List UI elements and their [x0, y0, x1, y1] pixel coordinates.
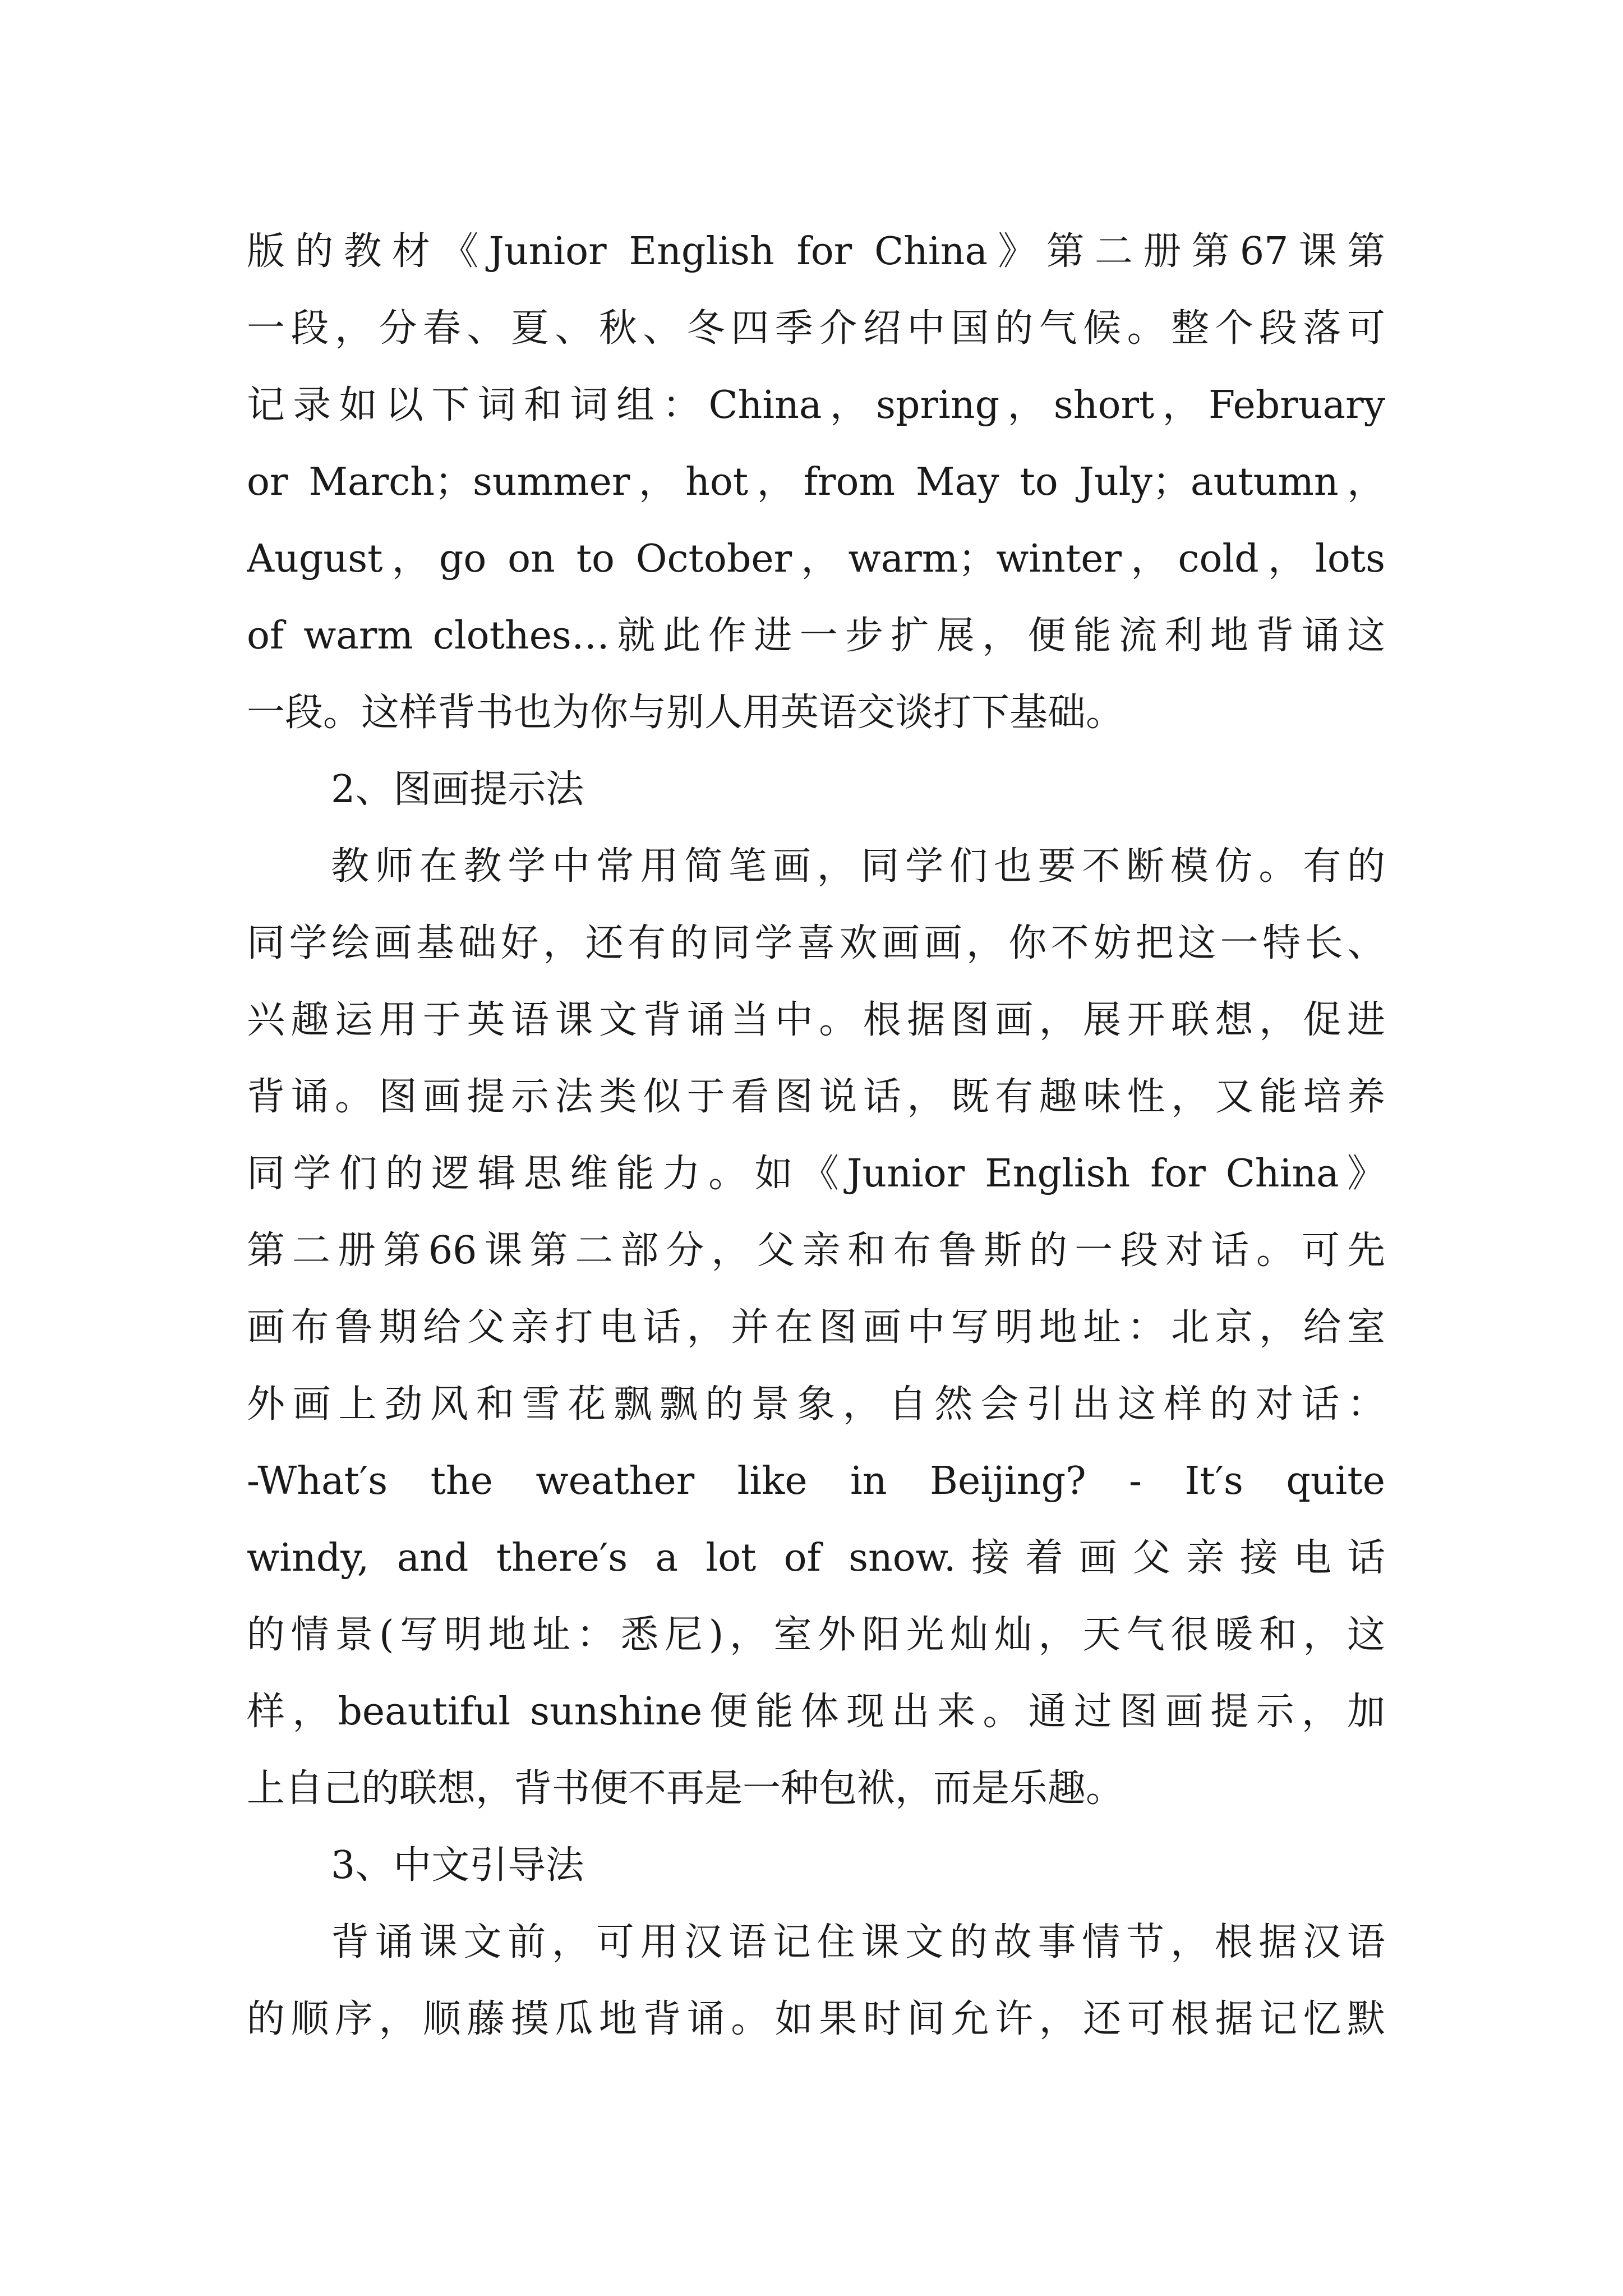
text-line: 同学绘画基础好，还有的同学喜欢画画，你不妨把这一特长、 — [247, 921, 1385, 965]
text-line: 第二册第66课第二部分，父亲和布鲁斯的一段对话。可先 — [247, 1228, 1385, 1273]
text-line: 记录如以下词和词组：China，spring，short，February — [247, 383, 1385, 427]
text-line: 背诵。图画提示法类似于看图说话，既有趣味性，又能培养 — [247, 1075, 1385, 1119]
text-line: 画布鲁期给父亲打电话，并在图画中写明地址：北京，给室 — [247, 1305, 1385, 1350]
text-line: 外画上劲风和雪花飘飘的景象，自然会引出这样的对话： — [247, 1382, 1385, 1427]
text-line: or March；summer，hot，from May to July；autumn， — [247, 460, 1385, 504]
text-line: 兴趣运用于英语课文背诵当中。根据图画，展开联想，促进 — [247, 998, 1385, 1042]
text-line: 一段，分春、夏、秋、冬四季介绍中国的气候。整个段落可 — [247, 306, 1385, 351]
text-line: 版的教材《Junior English for China》第二册第67课第 — [247, 229, 1385, 274]
text-line: 背诵课文前，可用汉语记住课文的故事情节，根据汉语 — [331, 1920, 1385, 1964]
text-line: 的情景(写明地址：悉尼)，室外阳光灿灿，天气很暖和，这 — [247, 1613, 1385, 1657]
text-line: of warm clothes…就此作进一步扩展，便能流利地背诵这 — [247, 614, 1385, 658]
section-heading: 3、中文引导法 — [331, 1843, 584, 1888]
text-line: August，go on to October，warm；winter，cold，lots — [247, 537, 1385, 581]
text-line: 样，beautiful sunshine便能体现出来。通过图画提示，加 — [247, 1690, 1385, 1734]
text-line: 同学们的逻辑思维能力。如《Junior English for China》 — [247, 1152, 1385, 1196]
text-line: 上自己的联想，背书便不再是一种包袱，而是乐趣。 — [247, 1766, 1124, 1811]
text-line: 一段。这样背书也为你与别人用英语交谈打下基础。 — [247, 691, 1124, 735]
text-line: -What′s the weather like in Beijing? - It′s quite — [247, 1459, 1385, 1503]
text-line: windy, and there′s a lot of snow.接着画父亲接电话 — [247, 1536, 1385, 1580]
body-text — [247, 213, 1385, 2058]
section-heading: 2、图画提示法 — [331, 767, 584, 812]
text-line: 教师在教学中常用简笔画，同学们也要不断模仿。有的 — [331, 844, 1385, 889]
text-line: 的顺序，顺藤摸瓜地背诵。如果时间允许，还可根据记忆默 — [247, 1997, 1385, 2041]
